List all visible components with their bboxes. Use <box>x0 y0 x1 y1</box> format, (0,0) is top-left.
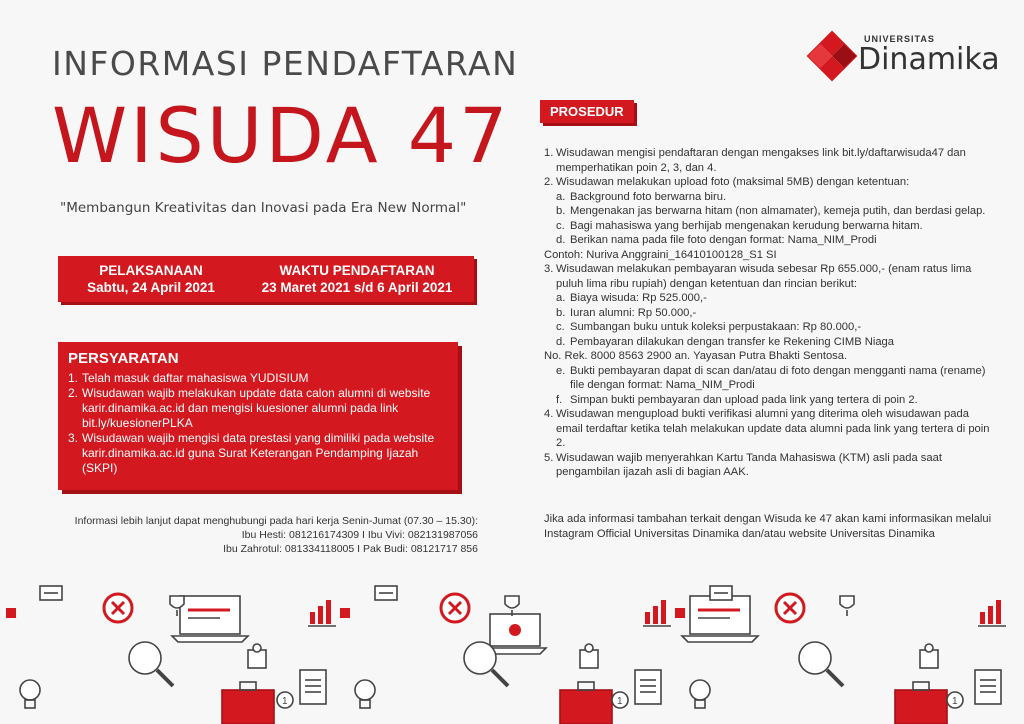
svg-text:1: 1 <box>617 696 623 707</box>
sub-text: Sumbangan buku untuk koleksi perpustakaan: Rp 80.000,- <box>570 321 862 333</box>
clipboard-icon <box>635 670 661 704</box>
tagline: "Membangun Kreativitas dan Inovasi pada Era New Normal" <box>60 200 467 216</box>
waktu-label: WAKTU PENDAFTARAN <box>279 263 435 278</box>
list-item <box>544 175 994 190</box>
lightbulb-icon <box>355 680 375 708</box>
sub-letter: c. <box>556 219 565 232</box>
sub-text: Pembayaran dilakukan dengan transfer ke Rekening CIMB Niaga <box>570 335 895 348</box>
step-number: 3. <box>544 263 554 275</box>
trophy-icon <box>505 596 519 616</box>
bar-chart-icon <box>643 600 671 626</box>
lightbulb-icon <box>20 680 40 708</box>
sub-letter: b. <box>556 205 566 217</box>
sub-item <box>544 393 994 408</box>
sub-continuation: No. Rek. 8000 8563 2900 an. Yayasan Putra Bhakti Sentosa. <box>544 350 848 362</box>
list-item <box>544 451 994 480</box>
clipboard-icon <box>300 670 326 704</box>
sub-text: Biaya wisuda: Rp 525.000,- <box>570 292 707 304</box>
page-title: INFORMASI PENDAFTARAN <box>52 44 519 83</box>
university-logo <box>806 28 1000 88</box>
persyaratan-title: PERSYARATAN <box>68 350 179 367</box>
sub-text: Berikan nama pada file foto dengan format: Nama_NIM_Prodi <box>570 234 877 246</box>
red-square-icon <box>675 608 685 618</box>
list-item <box>544 146 994 175</box>
svg-text:1: 1 <box>282 696 288 707</box>
laptop-icon <box>682 596 758 642</box>
waktu-value: 23 Maret 2021 s/d 6 April 2021 <box>261 280 453 295</box>
sub-letter: f. <box>556 393 563 406</box>
sub-text: Bagi mahasiswa yang berhijab mengenakan kerudung berwarna hitam. <box>570 219 923 232</box>
prosedur-title: PROSEDUR <box>540 100 634 123</box>
item-number: 2. <box>68 386 79 400</box>
sub-letter: a. <box>556 292 566 304</box>
briefcase-icon <box>895 682 947 724</box>
bar-chart-icon <box>308 600 336 626</box>
item-text: Wisudawan wajib mengisi data prestasi yang dimiliki pada website karir.dinamika.ac.id guna Surat Keterangan Pendamping Ijazah (SKPI) <box>82 431 435 475</box>
sub-text: Simpan bukti pembayaran dan upload pada link yang tertera di poin 2. <box>570 393 918 406</box>
close-circle-icon <box>104 594 132 622</box>
number-badge-icon <box>612 692 628 708</box>
step-number: 1. <box>544 147 554 159</box>
closing-note: Jika ada informasi tambahan terkait dengan Wisuda ke 47 akan kami informasikan melalui Instagram Official Universitas Dinamika dan/atau website Universitas Dinamika <box>544 513 992 540</box>
prosedur-list <box>544 146 994 480</box>
number-badge-icon <box>947 692 963 708</box>
step-text: Wisudawan melakukan upload foto (maksimal 5MB) dengan ketentuan: <box>556 176 910 188</box>
sub-text: Iuran alumni: Rp 50.000,- <box>570 306 697 319</box>
sub-item <box>544 320 994 335</box>
list-item <box>544 407 994 451</box>
chat-bubble-icon <box>40 586 62 600</box>
list-item <box>68 431 448 476</box>
contact-line: Ibu Hesti: 081216174309 I Ibu Vivi: 082131987056 <box>241 529 478 541</box>
clipboard-icon <box>975 670 1001 704</box>
event-title <box>52 91 511 180</box>
briefcase-icon <box>560 682 612 724</box>
puzzle-icon <box>580 644 598 668</box>
logo-small-text: UNIVERSITAS <box>864 34 935 44</box>
logo-mark-icon <box>806 30 858 82</box>
list-item <box>544 262 994 291</box>
item-number: 3. <box>68 431 79 445</box>
item-text: Wisudawan wajib melakukan update data calon alumni di website karir.dinamika.ac.id dan mengisi kuesioner alumni pada link bit.ly/kuesionerPLKA <box>82 386 431 430</box>
svg-text:1: 1 <box>952 696 958 707</box>
persyaratan-box <box>58 342 458 490</box>
sub-item <box>544 233 994 248</box>
contact-line: Informasi lebih lanjut dapat menghubungi pada hari kerja Senin-Jumat (07.30 – 15.30): <box>74 515 478 527</box>
sub-letter: d. <box>556 234 566 246</box>
trophy-icon <box>840 596 854 616</box>
magnifier-icon <box>129 642 173 686</box>
sub-continuation: Contoh: Nuriva Anggraini_16410100128_S1 SI <box>544 248 777 261</box>
sub-item <box>544 204 994 219</box>
close-circle-icon <box>776 594 804 622</box>
contact-line: Ibu Zahrotul: 081334118005 I Pak Budi: 08121717 856 <box>223 543 478 555</box>
lightbulb-icon <box>690 680 710 708</box>
puzzle-icon <box>248 644 266 668</box>
bar-chart-icon <box>978 600 1006 626</box>
sub-item <box>544 306 994 321</box>
sub-letter: e. <box>556 364 566 377</box>
chat-bubble-icon <box>710 586 732 600</box>
step-text: Wisudawan mengupload bukti verifikasi alumni yang diterima oleh wisudawan pada email terdaftar ketika telah melakukan update data alumni pada link yang tertera di poin 2. <box>556 408 990 449</box>
step-text: Wisudawan mengisi pendaftaran dengan mengakses link bit.ly/daftarwisuda47 dan memperhatikan poin 2, 3, dan 4. <box>556 147 966 174</box>
step-text: Wisudawan wajib menyerahkan Kartu Tanda Mahasiswa (KTM) asli pada saat pengambilan ijazah asli di bagian AAK. <box>556 451 942 478</box>
logo-name: Dinamika <box>858 42 1000 77</box>
item-number: 1. <box>68 371 79 385</box>
pelaksanaan-box <box>58 256 244 302</box>
list-item <box>68 386 448 431</box>
event-number: 47 <box>407 91 511 180</box>
step-number: 4. <box>544 408 554 420</box>
sub-item <box>544 291 994 306</box>
sub-letter: c. <box>556 321 565 333</box>
step-number: 5. <box>544 451 554 464</box>
puzzle-icon <box>920 644 938 668</box>
pelaksanaan-value: Sabtu, 24 April 2021 <box>87 280 215 295</box>
sub-item <box>544 335 994 350</box>
sub-text: Background foto berwarna biru. <box>570 190 727 203</box>
sub-item <box>544 364 994 393</box>
magnifier-icon <box>799 642 843 686</box>
sub-item <box>544 219 994 234</box>
sub-letter: a. <box>556 190 566 203</box>
sub-text: Mengenakan jas berwarna hitam (non almamater), kemeja putih, dan berdasi gelap. <box>570 205 986 217</box>
list-item <box>68 371 448 386</box>
contact-info <box>66 514 478 556</box>
step-text: Wisudawan melakukan pembayaran wisuda sebesar Rp 655.000,- (enam ratus lima puluh lima ribu rupiah) dengan ketentuan dan rincian berikut: <box>556 263 972 290</box>
red-square-icon <box>6 608 16 618</box>
waktu-box <box>240 256 474 302</box>
item-text: Telah masuk daftar mahasiswa YUDISIUM <box>82 371 309 385</box>
close-circle-icon <box>441 594 469 622</box>
sub-text: Bukti pembayaran dapat di scan dan/atau di foto dengan mengganti nama (rename) file dengan format: Nama_NIM_Prodi <box>570 364 986 391</box>
sub-letter: b. <box>556 306 566 319</box>
persyaratan-list <box>68 371 448 476</box>
decorative-icon-band <box>0 578 1024 724</box>
pelaksanaan-label: PELAKSANAAN <box>99 263 203 278</box>
event-word: WISUDA <box>52 91 381 180</box>
step-number: 2. <box>544 176 554 188</box>
sub-item <box>544 190 994 205</box>
chat-bubble-icon <box>375 586 397 600</box>
number-badge-icon <box>277 692 293 708</box>
red-square-icon <box>340 608 350 618</box>
sub-letter: d. <box>556 335 566 348</box>
briefcase-icon <box>222 682 274 724</box>
